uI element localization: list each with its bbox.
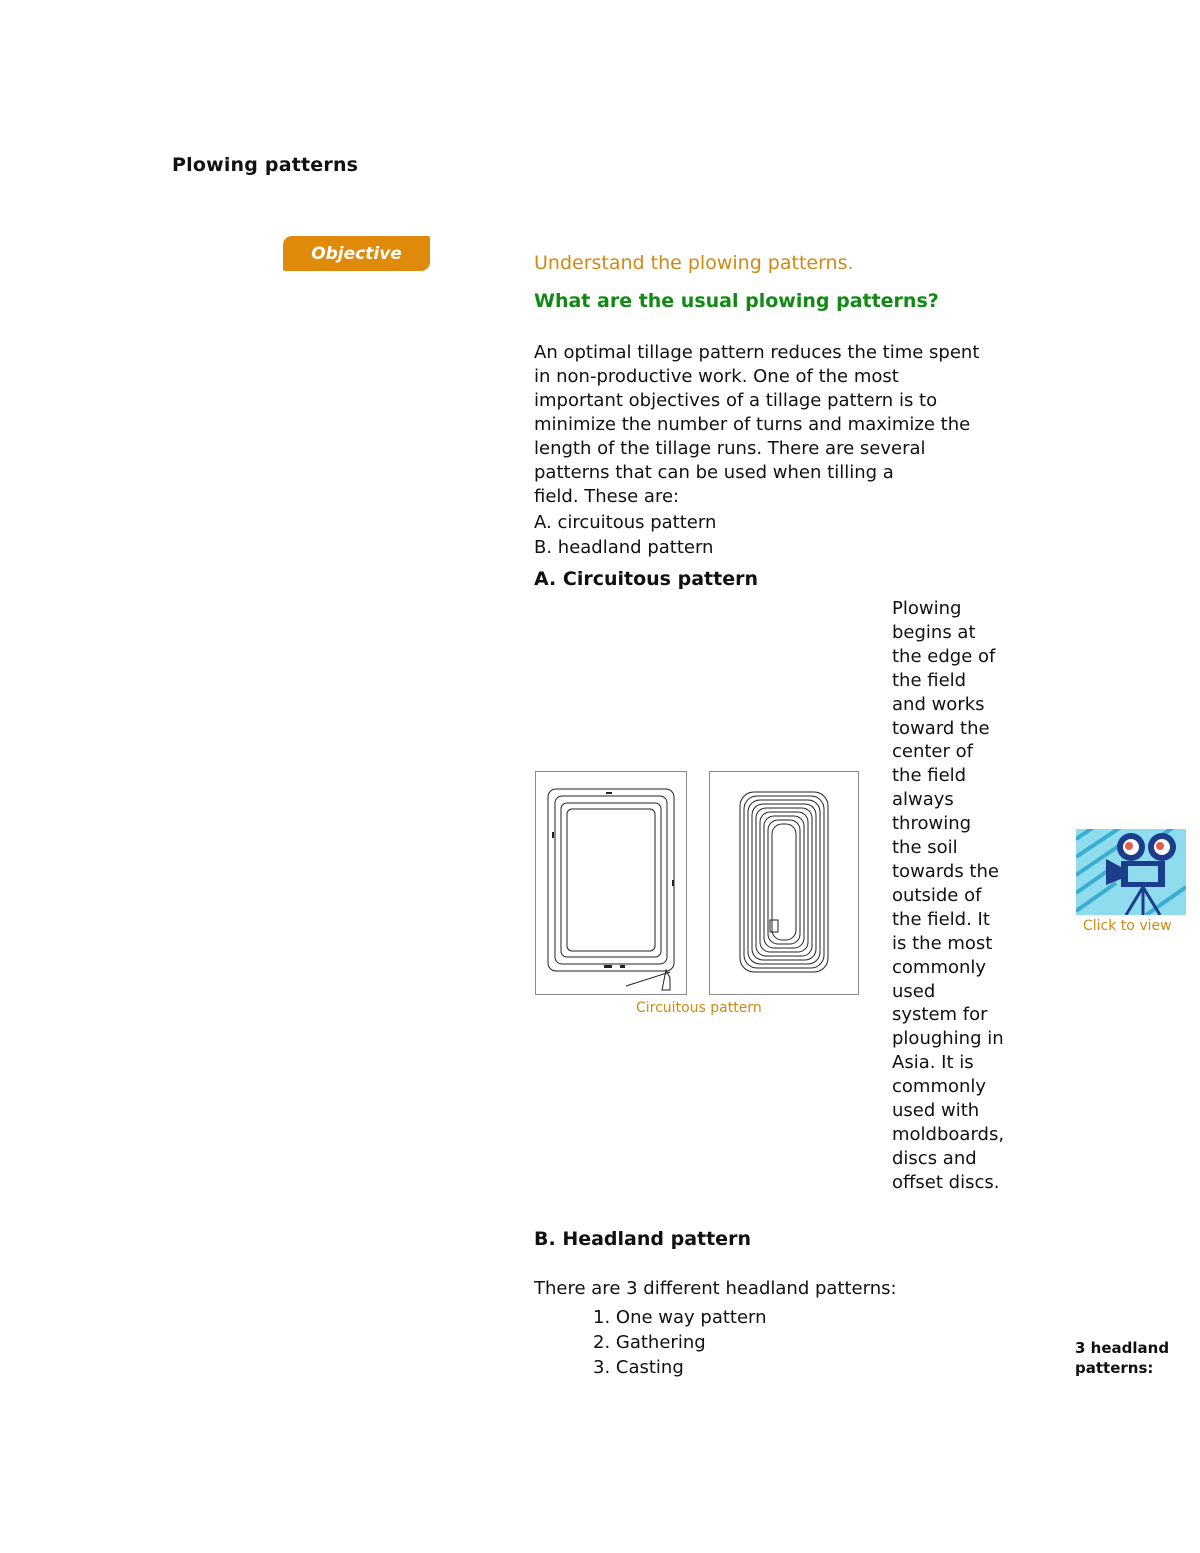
description-line: the field (892, 669, 967, 691)
objective-badge-label: Objective (311, 243, 402, 264)
intro-line: in non-productive work. One of the most (534, 366, 899, 387)
intro-line: length of the tillage runs. There are several (534, 438, 926, 459)
intro-line: An optimal tillage pattern reduces the time spent (534, 342, 980, 363)
description-line: ploughing in (892, 1028, 1004, 1050)
headland-side-label (1075, 1338, 1169, 1378)
description-line: center of (892, 741, 973, 763)
description-line: throwing (892, 813, 972, 835)
description-line: used (892, 980, 936, 1002)
description-line: begins at (892, 621, 976, 643)
description-line: always (892, 789, 954, 811)
description-line: commonly (892, 1076, 987, 1098)
circuitous-description (892, 597, 1032, 1195)
intro-line: field. These are: (534, 486, 680, 507)
description-line: and works (892, 693, 985, 715)
description-line: moldboards, (892, 1123, 1005, 1145)
movie-camera-graphic (1076, 829, 1186, 915)
headland-heading: B. Headland pattern (534, 1228, 751, 1250)
headland-side-line: patterns: (1075, 1359, 1154, 1377)
description-line: system for (892, 1004, 988, 1026)
objective-badge (283, 236, 430, 271)
circuitous-heading: A. Circuitous pattern (534, 568, 758, 590)
headland-side-line: 3 headland (1075, 1339, 1170, 1357)
description-line: offset discs. (892, 1171, 1000, 1193)
headland-section (534, 1227, 1024, 1301)
intro-line: minimize the number of turns and maximize the (534, 414, 971, 435)
headland-list-item: 1. One way pattern (593, 1307, 767, 1328)
headland-list (593, 1305, 767, 1380)
description-line: Asia. It is (892, 1052, 974, 1074)
circuitous-diagram-left (536, 772, 686, 994)
pattern-list-item: B. headland pattern (534, 537, 714, 558)
objective-text: Understand the plowing patterns. (534, 252, 854, 274)
description-line: the field (892, 765, 967, 787)
page-title: Plowing patterns (172, 154, 359, 176)
headland-list-item: 2. Gathering (593, 1332, 706, 1353)
description-line: Plowing (892, 598, 962, 619)
intro-line: patterns that can be used when tilling a (534, 462, 894, 483)
description-line: the edge of (892, 645, 996, 667)
headland-list-item: 3. Casting (593, 1357, 684, 1378)
description-line: used with (892, 1100, 980, 1122)
movie-camera-icon[interactable] (1076, 829, 1186, 915)
figure-caption: Circuitous pattern (636, 1000, 762, 1016)
circuitous-figure-right (709, 771, 859, 995)
circuitous-figure-left (535, 771, 687, 995)
intro-paragraph (534, 341, 1024, 591)
description-line: is the most (892, 932, 993, 954)
click-to-view-link[interactable]: Click to view (1083, 918, 1172, 934)
description-line: discs and (892, 1147, 977, 1169)
pattern-list-item: A. circuitous pattern (534, 512, 717, 533)
description-line: toward the (892, 717, 990, 739)
description-line: outside of (892, 884, 982, 906)
description-line: towards the (892, 860, 999, 882)
intro-line: important objectives of a tillage pattern is to (534, 390, 938, 411)
headland-intro: There are 3 different headland patterns: (534, 1278, 897, 1299)
circuitous-diagram-right (710, 772, 858, 994)
description-line: the soil (892, 837, 958, 859)
description-line: the field. It (892, 908, 990, 930)
question-heading: What are the usual plowing patterns? (534, 290, 939, 312)
description-line: commonly (892, 956, 987, 978)
